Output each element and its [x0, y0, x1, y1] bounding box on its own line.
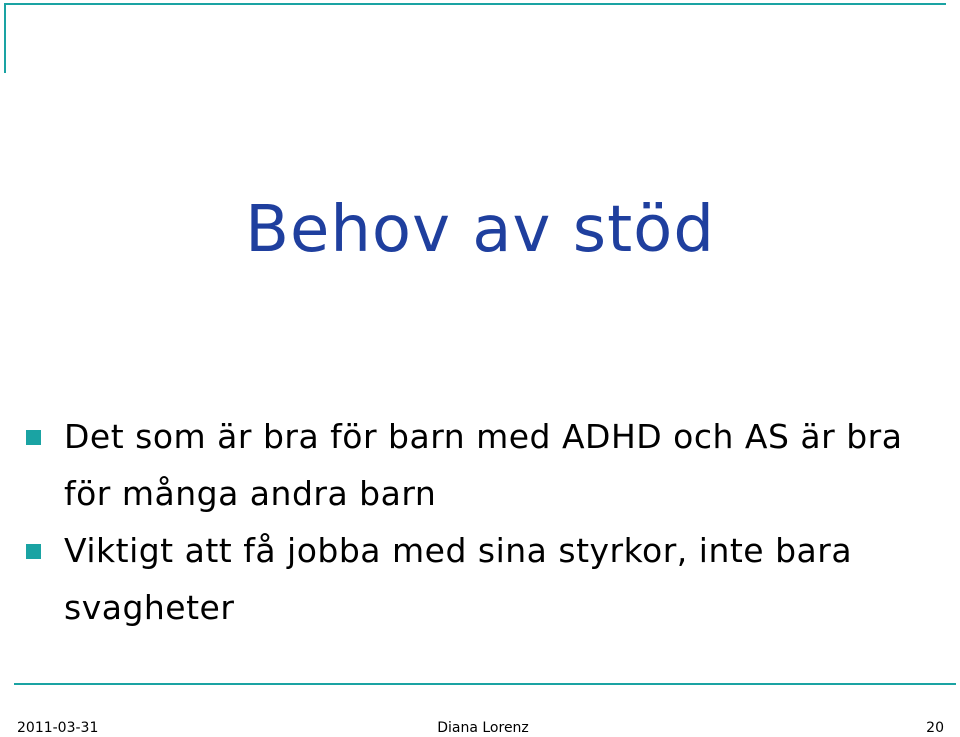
footer-author: Diana Lorenz: [437, 720, 529, 736]
footer-date: 2011-03-31: [17, 720, 99, 736]
slide-number: 20: [926, 720, 944, 736]
square-bullet-icon: [26, 544, 41, 559]
bullet-item: [26, 408, 946, 522]
left-corner-divider: [4, 3, 6, 73]
bullet-text: Det som är bra för barn med ADHD och AS är bra för många andra barn: [64, 417, 903, 513]
slide-title: Behov av stöd: [245, 193, 715, 267]
footer-divider: [14, 683, 956, 685]
bullet-text: Viktigt att få jobba med sina styrkor, inte bara svagheter: [64, 531, 853, 627]
bullet-list: [26, 408, 946, 636]
top-divider: [4, 3, 946, 5]
square-bullet-icon: [26, 430, 41, 445]
bullet-item: [26, 522, 946, 636]
